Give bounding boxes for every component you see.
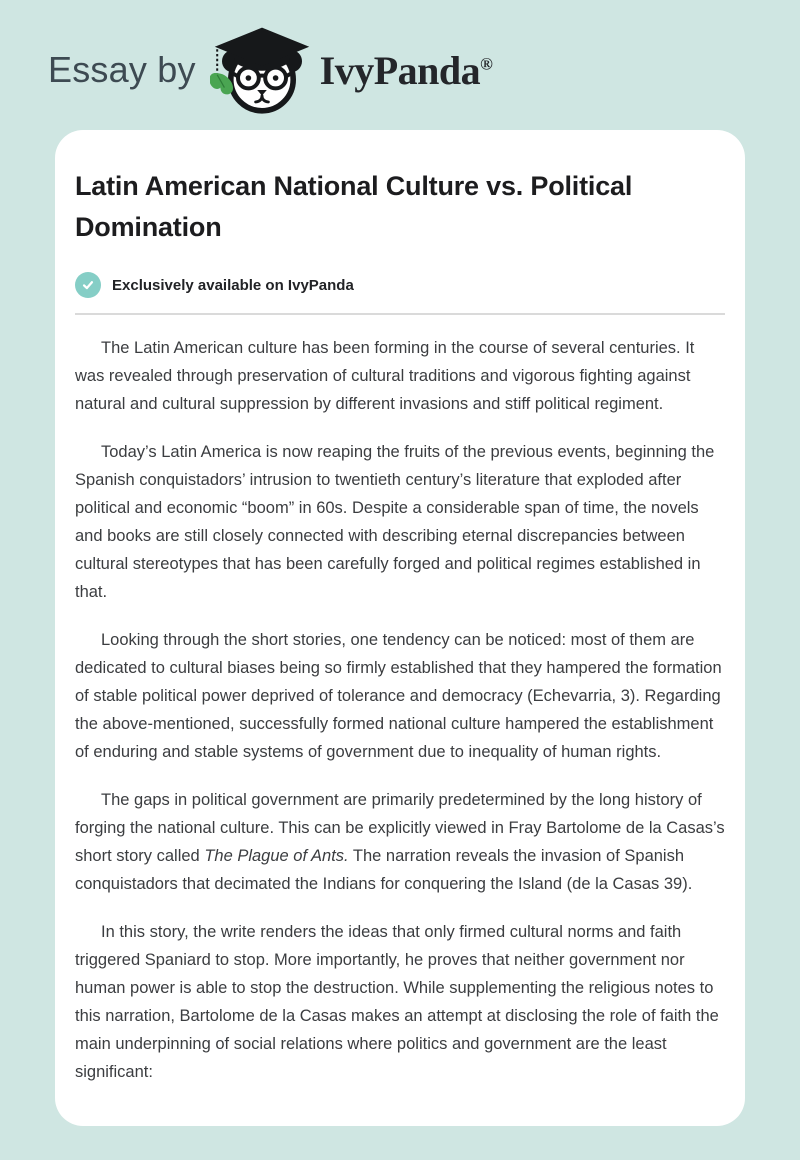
site-header [0,0,800,130]
paragraph-1 [75,334,725,418]
paragraph-2 [75,438,725,606]
essay-body [75,334,725,1086]
brand-wordmark [320,47,493,94]
essay-card [55,130,745,1126]
paragraph-4 [75,786,725,898]
availability-badge-label: Exclusively available on IvyPanda [112,276,354,294]
brand-name: IvyPanda [319,47,481,93]
paragraph-4-pre: The gaps in political government are primarily predetermined by the long history of forging the national culture. This can be explicitly viewed in Fray Bartolome de la Casas’s short story called [75,791,725,865]
availability-badge [75,272,725,298]
paragraph-3 [75,626,725,766]
paragraph-4-post: The narration reveals the invasion of Spanish conquistadors that decimated the Indians for conquering the Island (de la Casas 39). [75,847,693,893]
paragraph-3-text: Looking through the short stories, one tendency can be noticed: most of them are dedicated to cultural biases being so firmly established that they hampered the formation of stable political power deprived of tolerance and democracy (Echevarria, 3). Regarding the above-mentioned, successfully formed national culture hampered the establishment of enduring and stable systems of government due to inequality of human rights. [75,631,722,761]
divider [75,313,725,315]
panda-graduate-icon [210,24,314,116]
paragraph-1-text: The Latin American culture has been forming in the course of several centuries. It was revealed through preservation of cultural traditions and vigorous fighting against natural and cultural suppression by different invasions and stiff political regiment. [75,339,695,413]
essay-title: Latin American National Culture vs. Political Domination [75,171,633,242]
book-title: The Plague of Ants. [204,847,349,865]
check-icon [75,272,101,298]
paragraph-2-text: Today’s Latin America is now reaping the fruits of the previous events, beginning the Spanish conquistadors’ intrusion to twentieth century’s literature that exploded after political and economic “boom” in 60s. Despite a considerable span of time, the novels and books are still closely connected with describing eternal discrepancies between cultural stereotypes that has been carefully forged and political regimes established in that. [75,443,715,601]
header-prefix: Essay by [48,49,196,90]
paragraph-5 [75,918,725,1086]
paragraph-5-text: In this story, the write renders the ideas that only firmed cultural norms and faith triggered Spaniard to stop. More importantly, he proves that neither government nor human power is able to stop the destruction. While supplementing the religious notes to this narration, Bartolome de la Casas makes an attempt at disclosing the role of faith the main underpinning of social relations where politics and government are the least significant: [75,923,719,1081]
registered-mark: ® [480,54,493,74]
